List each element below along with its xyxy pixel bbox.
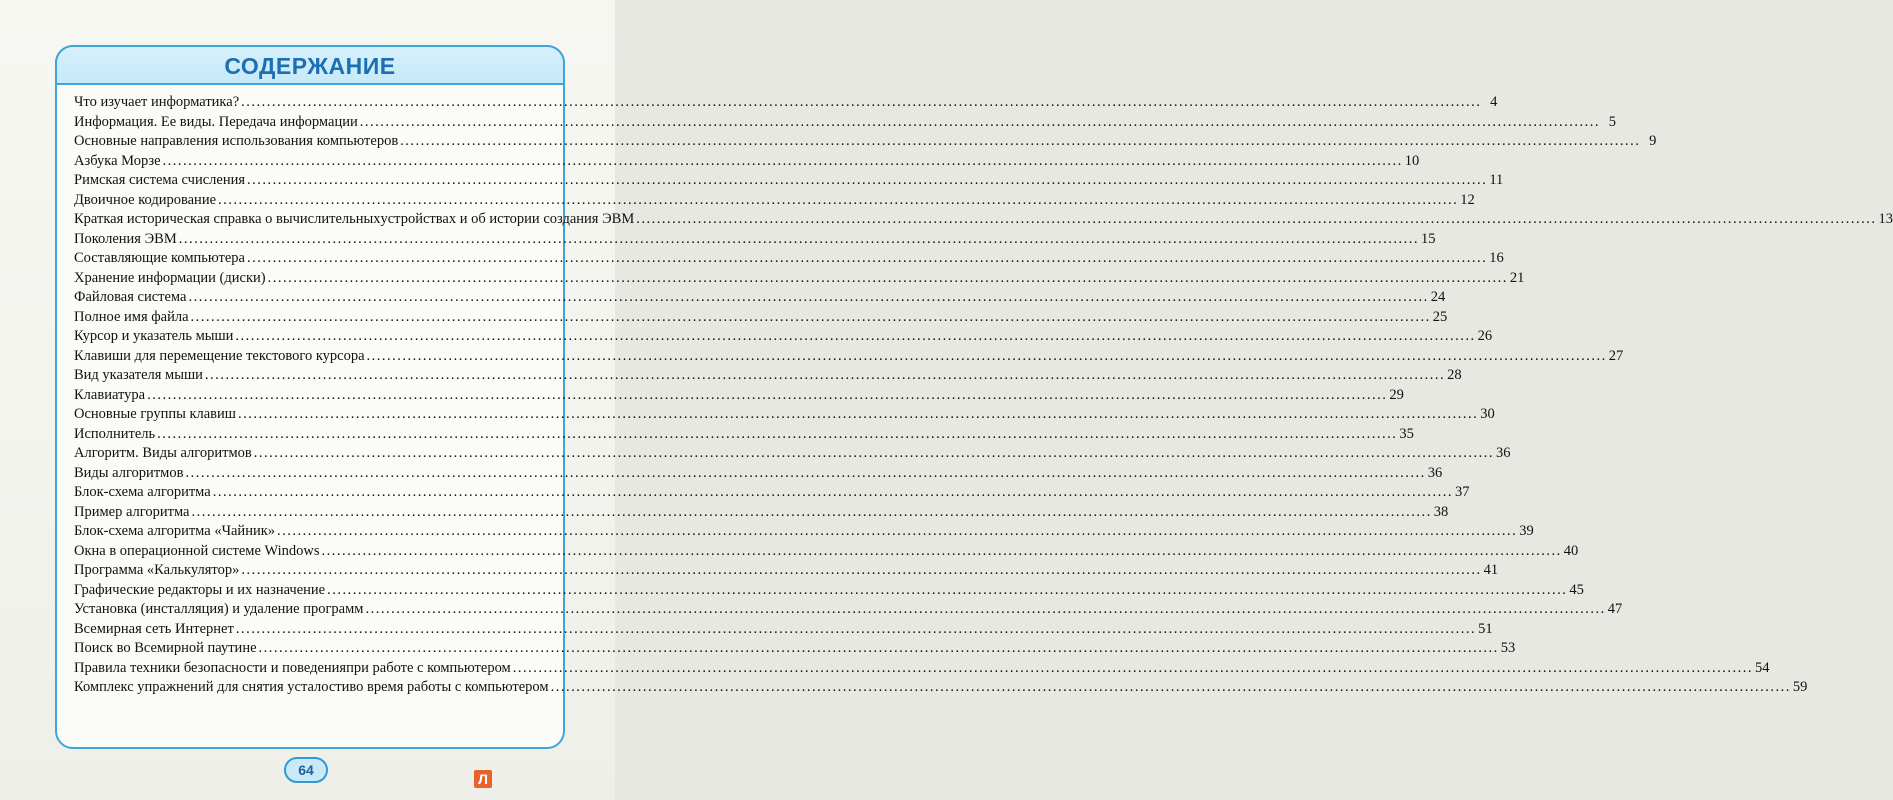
toc-entry-title: Файловая система xyxy=(74,289,187,305)
dot-leader xyxy=(247,171,1487,191)
toc-page-number: 40 xyxy=(1563,542,1579,559)
toc-entry-title: Поиск во Всемирной паутине xyxy=(74,640,257,656)
toc-entry xyxy=(74,464,1443,484)
toc-page-number: 59 xyxy=(1792,679,1808,695)
toc-entry-title: Исполнитель xyxy=(74,425,156,442)
toc-entry-title: Программа «Калькулятор» xyxy=(74,562,240,578)
toc-entry-line xyxy=(74,659,346,679)
toc-page-number: 28 xyxy=(1447,367,1462,383)
dot-leader xyxy=(268,269,1508,289)
toc-page-number: 25 xyxy=(1432,308,1448,325)
dot-leader xyxy=(163,152,1403,172)
dot-leader xyxy=(360,113,1600,133)
toc-page-number: 11 xyxy=(1489,172,1504,188)
toc-entry-title: Курсор и указатель мыши xyxy=(74,328,234,344)
toc-entry-line xyxy=(74,93,1497,113)
toc-entry-title: Римская система счисления xyxy=(74,172,246,188)
toc-entry-title: Составляющие компьютера xyxy=(74,250,245,266)
toc-entry xyxy=(74,639,1516,659)
toc-page-number: 5 xyxy=(1608,113,1616,130)
toc-entry xyxy=(74,444,1511,464)
toc-page-number: 47 xyxy=(1607,601,1623,617)
toc-entry-title: Блок-схема алгоритма xyxy=(74,484,211,500)
toc-entry xyxy=(74,171,1504,191)
dot-leader xyxy=(247,249,1487,269)
toc-entry-line xyxy=(74,113,1616,133)
toc-entry xyxy=(74,249,1504,269)
toc-page-number: 45 xyxy=(1569,581,1584,598)
toc-entry xyxy=(74,405,1495,425)
toc-page-number: 37 xyxy=(1454,484,1470,500)
toc-page-number: 38 xyxy=(1433,503,1449,520)
toc-entry xyxy=(74,678,1808,698)
toc-entry-line xyxy=(349,678,1807,698)
toc-entry-line xyxy=(74,132,1656,152)
toc-entry-title: Основные группы клавиш xyxy=(74,406,236,422)
dot-leader xyxy=(179,230,1419,250)
toc-entry-line xyxy=(74,327,1492,347)
dot-leader xyxy=(238,405,1478,425)
toc-page-number: 16 xyxy=(1489,250,1504,266)
toc-page-number: 41 xyxy=(1483,562,1499,578)
dot-leader xyxy=(259,639,1499,659)
toc-entry-line xyxy=(74,639,1515,659)
toc-entry-line xyxy=(74,386,1404,406)
toc-page-number: 53 xyxy=(1500,640,1516,656)
toc-entry-line xyxy=(74,444,1511,464)
toc-page-number: 54 xyxy=(1754,659,1770,676)
toc-page-number: 30 xyxy=(1480,406,1495,422)
toc-entry xyxy=(74,230,1436,250)
toc-entry-title: Вид указателя мыши xyxy=(74,367,203,383)
toc-entry-line xyxy=(74,366,1462,386)
toc-entry xyxy=(74,210,1893,230)
toc-entry-line xyxy=(74,210,381,230)
toc-entry-line xyxy=(74,678,349,698)
toc-entry-title: Краткая историческая справка о вычислительных xyxy=(74,211,381,227)
toc-entry-title: Полное имя файла xyxy=(74,308,189,325)
toc-entry-line xyxy=(74,483,1469,503)
dot-leader xyxy=(365,600,1605,620)
dot-leader xyxy=(188,288,1428,308)
toc-entry xyxy=(74,503,1449,523)
toc-entry-title: Графические редакторы и их назначение xyxy=(74,581,326,598)
toc-entry-title: Поколения ЭВМ xyxy=(74,230,177,247)
toc-entry xyxy=(74,152,1420,172)
toc-entry-title: Блок-схема алгоритма «Чайник» xyxy=(74,523,276,539)
dot-leader xyxy=(254,444,1494,464)
toc-entry-line xyxy=(74,405,1495,425)
dot-leader xyxy=(191,503,1431,523)
toc-entry xyxy=(74,425,1414,445)
toc-page-number: 12 xyxy=(1460,191,1475,208)
dot-leader xyxy=(367,347,1607,367)
table-of-contents xyxy=(74,93,1893,698)
toc-entry xyxy=(74,269,1525,289)
toc-entry-title: Основные направления использования компьютеров xyxy=(74,133,399,149)
toc-entry-title: при работе с компьютером xyxy=(346,659,511,676)
toc-entry xyxy=(74,386,1404,406)
dot-leader xyxy=(322,542,1562,562)
toc-entry-title: Клавиши для перемещение текстового курсора xyxy=(74,347,365,364)
toc-entry-line xyxy=(74,308,1447,328)
toc-page-number: 39 xyxy=(1519,523,1534,539)
toc-entry-title: во время работы с компьютером xyxy=(349,679,549,695)
publisher-logo-icon: Л xyxy=(474,770,492,788)
dot-leader xyxy=(513,659,1753,679)
toc-entry-line xyxy=(346,659,1769,679)
dot-leader xyxy=(636,210,1876,230)
toc-entry xyxy=(74,620,1493,640)
contents-panel xyxy=(55,45,1893,749)
toc-entry-line xyxy=(381,210,1893,230)
toc-entry-line xyxy=(74,464,1442,484)
dot-leader xyxy=(157,425,1397,445)
dot-leader xyxy=(205,366,1445,386)
toc-entry xyxy=(74,93,1498,113)
toc-entry-line xyxy=(74,542,1578,562)
toc-entry-title: Комплекс упражнений для снятия усталости xyxy=(74,679,350,695)
dot-leader xyxy=(277,522,1517,542)
toc-entry xyxy=(74,542,1579,562)
toc-entry-line xyxy=(74,600,1622,620)
toc-entry-title: Окна в операционной системе Windows xyxy=(74,542,320,559)
toc-entry-title: Что изучает информатика? xyxy=(74,94,240,110)
toc-entry-line xyxy=(74,347,1623,367)
dot-leader xyxy=(236,620,1476,640)
toc-entry-line xyxy=(74,561,1498,581)
dot-leader xyxy=(241,561,1481,581)
toc-entry-title: Виды алгоритмов xyxy=(74,464,184,481)
toc-entry xyxy=(74,600,1623,620)
toc-entry-title: устройствах и об истории создания ЭВМ xyxy=(380,211,635,227)
page-number-badge: 64 xyxy=(284,757,328,783)
toc-entry-title: Информация. Ее виды. Передача информации xyxy=(74,113,358,130)
dot-leader xyxy=(235,327,1475,347)
toc-entry xyxy=(74,347,1624,367)
toc-entry xyxy=(74,522,1534,542)
contents-header xyxy=(55,45,565,85)
toc-entry-title: Двоичное кодирование xyxy=(74,191,217,208)
dot-leader xyxy=(213,483,1453,503)
toc-entry-title: Хранение информации (диски) xyxy=(74,269,266,286)
toc-page-number: 24 xyxy=(1430,289,1446,305)
toc-page-number: 26 xyxy=(1477,328,1493,344)
toc-page-number: 35 xyxy=(1399,425,1414,442)
toc-page-number: 10 xyxy=(1404,152,1420,169)
dot-leader xyxy=(218,191,1458,211)
toc-entry-line xyxy=(74,171,1503,191)
toc-page-number: 13 xyxy=(1878,211,1893,227)
toc-page-number: 51 xyxy=(1478,620,1493,637)
dot-leader xyxy=(241,93,1481,113)
dot-leader xyxy=(400,132,1640,152)
toc-page-number: 36 xyxy=(1427,464,1443,481)
toc-page-number: 27 xyxy=(1608,347,1624,364)
toc-entry-line xyxy=(74,425,1414,445)
toc-page-number: 9 xyxy=(1649,133,1657,149)
toc-entry-title: Клавиатура xyxy=(74,386,146,403)
toc-entry xyxy=(74,659,1770,679)
toc-entry-line xyxy=(74,522,1534,542)
dot-leader xyxy=(185,464,1425,484)
toc-entry-line xyxy=(74,230,1435,250)
toc-entry-line xyxy=(74,620,1493,640)
toc-page-number: 21 xyxy=(1509,269,1525,286)
toc-entry xyxy=(74,327,1493,347)
dot-leader xyxy=(191,308,1431,328)
toc-entry-title: Правила техники безопасности и поведения xyxy=(74,659,347,676)
toc-entry-title: Установка (инсталляция) и удаление программ xyxy=(74,601,364,617)
dot-leader xyxy=(551,678,1791,698)
toc-entry-title: Азбука Морзе xyxy=(74,152,161,169)
toc-entry xyxy=(74,113,1616,133)
dot-leader xyxy=(147,386,1387,406)
toc-entry-title: Пример алгоритма xyxy=(74,503,190,520)
toc-page-number: 15 xyxy=(1420,230,1436,247)
toc-entry xyxy=(74,483,1470,503)
toc-entry xyxy=(74,288,1446,308)
toc-entry xyxy=(74,366,1462,386)
toc-entry xyxy=(74,308,1448,328)
toc-entry-line xyxy=(74,269,1524,289)
toc-entry xyxy=(74,581,1584,601)
toc-page-number: 29 xyxy=(1389,386,1404,403)
toc-entry-line xyxy=(74,503,1448,523)
toc-entry-line xyxy=(74,191,1475,211)
toc-page-number: 4 xyxy=(1490,94,1498,110)
toc-entry-title: Всемирная сеть Интернет xyxy=(74,620,234,637)
dot-leader xyxy=(327,581,1567,601)
toc-entry xyxy=(74,132,1657,152)
toc-entry xyxy=(74,561,1499,581)
toc-entry-line xyxy=(74,288,1445,308)
toc-entry-line xyxy=(74,249,1504,269)
toc-entry-line xyxy=(74,152,1419,172)
toc-page-number: 36 xyxy=(1496,445,1511,461)
toc-entry-title: Алгоритм. Виды алгоритмов xyxy=(74,445,252,461)
page-title: СОДЕРЖАНИЕ xyxy=(224,53,396,79)
toc-entry xyxy=(74,191,1475,211)
toc-entry-line xyxy=(74,581,1584,601)
